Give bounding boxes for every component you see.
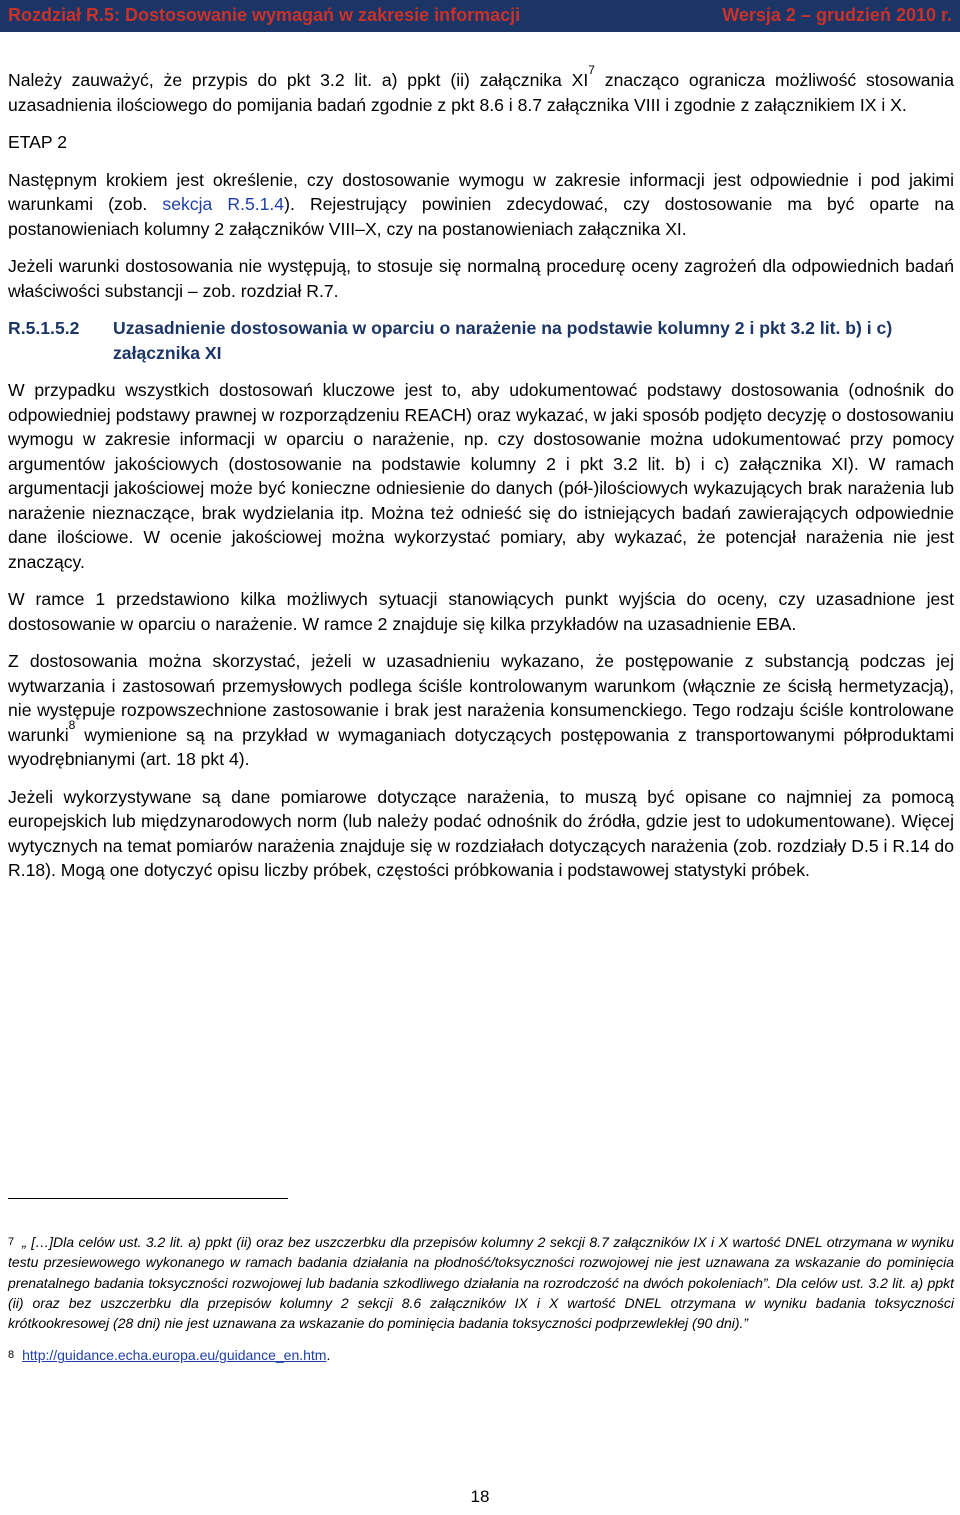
paragraph-conditions: Jeżeli warunki dostosowania nie występują, to stosuje się normalną procedurę oceny zagrożeń dla odpowiednich badań właściwości substancji – zob. rozdział R.7. [8, 256, 954, 301]
footnote-text: . [326, 1347, 331, 1364]
section-link[interactable]: sekcja R.5.1.4 [162, 194, 285, 214]
paragraph-text: wymienione są na przykład w wymaganiach dotyczących postępowania z transportowanymi półproduktami wyodrębnianymi (art. 18 pkt 4). [8, 724, 954, 769]
section-heading [8, 316, 954, 365]
footnotes [8, 1232, 954, 1378]
footnote-separator [8, 1198, 288, 1199]
paragraph-documentation: W przypadku wszystkich dostosowań kluczowe jest to, aby udokumentować podstawy dostosowania (odnośnik do odpowiedniej podstawy prawnej w rozporządzeniu REACH) oraz wykazać, w jaki sposób podjęto decyzję o dostosowaniu wymogu w zakresie informacji w oparciu o narażenie, np. czy dostosowanie można udokumentować przy pomocy argumentów jakościowych (dostosowanie na podstawie kolumny 2 i pkt 3.2 lit. b) i c) załącznika XI). W ramach argumentacji jakościowej może być konieczne odniesienie do danych (pół-)ilościowych wykazujących brak narażenia lub narażenie nieznaczące, brak wydzielania itp. Można też odnieść się do istniejących badań zawierających odpowiednie dane ilościowe. W ocenie jakościowej można wykorzystać pomiary, aby wykazać, że potencjał narażenia nie jest znaczący. [8, 380, 954, 572]
footnote-ref-7[interactable]: 7 [588, 63, 595, 77]
header-title: Rozdział R.5: Dostosowanie wymagań w zakresie informacji [8, 5, 521, 25]
paragraph-frames: W ramce 1 przedstawiono kilka możliwych sytuacji stanowiących punkt wyjścia do oceny, czy uzasadnione jest dostosowanie w oparciu o narażenie. W ramce 2 znajduje się kilka przykładów na uzasadnienie EBA. [8, 589, 954, 634]
guidance-link[interactable]: http://guidance.echa.europa.eu/guidance_en.htm [22, 1347, 327, 1364]
paragraph-text: Z dostosowania można skorzystać, jeżeli w uzasadnieniu wykazano, że postępowanie z substancją podczas jej wytwarzania i zastosowań przemysłowych podlega ściśle kontrolowanym warunkom (włącznie ze ścisłą hermetyzacją), nie występuje rozpowszechnione zastosowanie i brak jest narażenia konsumenckiego. Tego rodzaju ściśle kontrolowane warunki [8, 651, 954, 745]
header-version: Wersja 2 – grudzień 2010 r. [722, 5, 952, 25]
document-body [8, 63, 954, 896]
page-header [0, 0, 960, 32]
paragraph-adaptation [8, 649, 954, 772]
section-number: R.5.1.5.2 [8, 318, 80, 338]
paragraph-text: Należy zauważyć, że przypis do pkt 3.2 lit. a) ppkt (ii) załącznika XI [8, 70, 589, 90]
paragraph-text: ). Rejestrujący powinien zdecydować, czy dostosowanie ma być oparte na postanowieniach kolumny 2 załączników VIII–X, czy na postanowieniach załącznika XI. [8, 194, 954, 239]
footnote-text: „ […]Dla celów ust. 3.2 lit. a) ppkt (ii) oraz bez uszczerbku dla przepisów kolumny 2 sekcji 8.7 załączników IX i X wartość DNEL otrzymana w wyniku testu przesiewowego wykonanego w ramach badania działania na płodność/toksyczności rozwojowej nie jest uznawana za wskazanie do pominięcia prenatalnego badania toksyczności rozwojowej lub badania szkodliwego działania na rozrodczość na dwóch pokoleniach”. Dla celów ust. 3.2 lit. a) ppkt (ii) oraz bez uszczerbku dla przepisów kolumny 2 sekcji 8.6 załączników IX i X wartość DNEL otrzymana w wyniku badania toksyczności krótkookresowej (28 dni) nie jest uznawana za wskazanie do pominięcia badania toksyczności podprzewlekłej (90 dni).” [8, 1234, 954, 1332]
stage-label: ETAP 2 [8, 132, 68, 152]
section-title: Uzasadnienie dostosowania w oparciu o narażenie na podstawie kolumny 2 i pkt 3.2 lit. b) i c) załącznika XI [113, 318, 893, 363]
footnote-8 [8, 1345, 954, 1365]
footnote-number: 8 [8, 1349, 15, 1362]
paragraph-footnote-note [8, 63, 954, 117]
paragraph-text: Następnym krokiem jest określenie, czy dostosowanie wymogu w zakresie informacji jest odpowiednie i pod jakimi warunkami (zob. [8, 169, 954, 214]
paragraph-text: znacząco ogranicza możliwość stosowania uzasadnienia ilościowego do pomijania badań zgodnie z pkt 8.6 i 8.7 załącznika VIII i zgodnie z załącznikiem IX i X. [8, 70, 954, 115]
paragraph-measurements: Jeżeli wykorzystywane są dane pomiarowe dotyczące narażenia, to muszą być opisane co najmniej za pomocą europejskich lub międzynarodowych norm (lub należy podać odnośnik do źródła, gdzie jest to udokumentowane). Więcej wytycznych na temat pomiarów narażenia znajduje się w rozdziałach dotyczących narażenia (zob. rozdziały D.5 i R.14 do R.18). Mogą one dotyczyć opisu liczby próbek, częstości próbkowania i podstawowej statystyki próbek. [8, 786, 954, 880]
footnote-number: 7 [8, 1236, 15, 1248]
page-number: 18 [470, 1487, 490, 1506]
paragraph-next-step [8, 168, 954, 242]
footnote-7 [8, 1232, 954, 1333]
footnote-ref-8[interactable]: 8 [68, 717, 76, 732]
